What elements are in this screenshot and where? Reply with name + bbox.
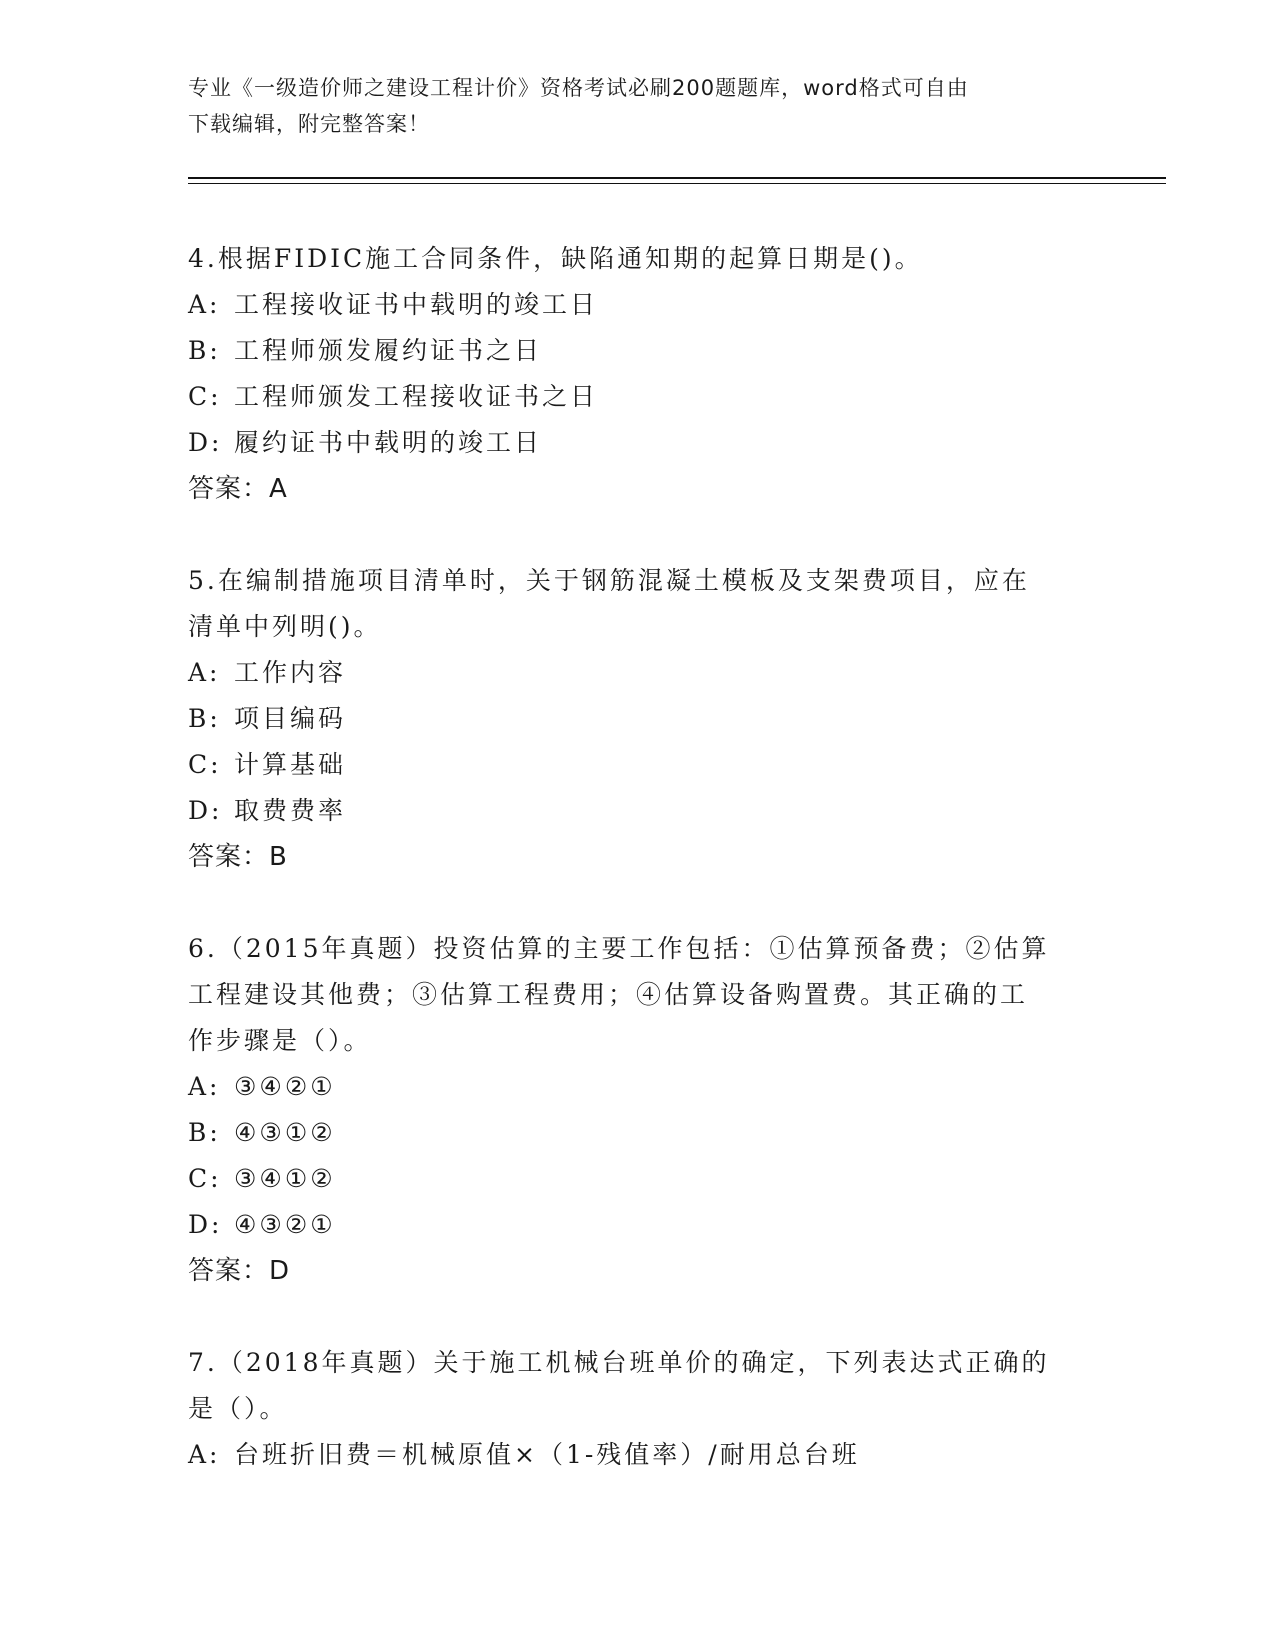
option-letter: C:	[188, 382, 222, 411]
option-letter: A:	[188, 658, 221, 687]
option-text: 取费费率	[234, 796, 347, 825]
option-text: ③④②①	[234, 1072, 336, 1101]
option-b[interactable]	[188, 1110, 1088, 1156]
question-4	[188, 236, 1088, 512]
header-divider-thick	[188, 177, 1166, 179]
option-letter: A:	[188, 290, 221, 319]
option-letter: B:	[188, 1118, 221, 1147]
option-a[interactable]	[188, 1432, 1088, 1478]
option-letter: C:	[188, 1164, 222, 1193]
header-divider-thin	[188, 183, 1166, 184]
option-c[interactable]	[188, 1156, 1088, 1202]
option-text: ④③②①	[234, 1210, 336, 1239]
answer-label: 答案：D	[188, 1256, 291, 1286]
option-text: ③④①②	[234, 1164, 336, 1193]
question-7	[188, 1340, 1088, 1478]
question-list	[188, 236, 1088, 1524]
option-d[interactable]	[188, 788, 1088, 834]
option-text: 工程接收证书中载明的竣工日	[234, 290, 599, 319]
question-stem: 清单中列明()。	[188, 612, 382, 641]
option-text: 工作内容	[234, 658, 347, 687]
document-header	[188, 70, 1068, 142]
answer-label: 答案：B	[188, 842, 288, 872]
answer-label: 答案：A	[188, 474, 288, 504]
option-c[interactable]	[188, 374, 1088, 420]
option-text: 计算基础	[234, 750, 347, 779]
question-5	[188, 558, 1088, 880]
option-b[interactable]	[188, 328, 1088, 374]
option-text: 工程师颁发工程接收证书之日	[234, 382, 599, 411]
option-letter: D:	[188, 1210, 223, 1239]
option-letter: C:	[188, 750, 222, 779]
option-text: 台班折旧费＝机械原值×（1-残值率）/耐用总台班	[234, 1440, 860, 1469]
option-a[interactable]	[188, 1064, 1088, 1110]
option-letter: D:	[188, 428, 223, 457]
option-letter: A:	[188, 1072, 221, 1101]
question-stem: 工程建设其他费；③估算工程费用；④估算设备购置费。其正确的工	[188, 980, 1029, 1009]
question-stem: 是（）。	[188, 1394, 288, 1423]
header-line-2: 下载编辑，附完整答案！	[188, 112, 430, 136]
option-text: ④③①②	[234, 1118, 336, 1147]
option-text: 履约证书中载明的竣工日	[234, 428, 543, 457]
question-6	[188, 926, 1088, 1294]
option-a[interactable]	[188, 650, 1088, 696]
question-stem: 6.（2015年真题）投资估算的主要工作包括：①估算预备费；②估算	[188, 934, 1050, 963]
header-line-1: 专业《一级造价师之建设工程计价》资格考试必刷200题题库，word格式可自由	[188, 76, 969, 100]
option-text: 项目编码	[234, 704, 347, 733]
option-c[interactable]	[188, 742, 1088, 788]
option-letter: B:	[188, 704, 221, 733]
option-d[interactable]	[188, 1202, 1088, 1248]
option-a[interactable]	[188, 282, 1088, 328]
option-d[interactable]	[188, 420, 1088, 466]
question-stem: 4.根据FIDIC施工合同条件，缺陷通知期的起算日期是()。	[188, 244, 923, 273]
option-letter: A:	[188, 1440, 221, 1469]
option-letter: D:	[188, 796, 223, 825]
question-stem: 7.（2018年真题）关于施工机械台班单价的确定，下列表达式正确的	[188, 1348, 1050, 1377]
option-b[interactable]	[188, 696, 1088, 742]
question-stem: 5.在编制措施项目清单时，关于钢筋混凝土模板及支架费项目，应在	[188, 566, 1030, 595]
question-stem: 作步骤是（）。	[188, 1026, 372, 1055]
option-letter: B:	[188, 336, 221, 365]
option-text: 工程师颁发履约证书之日	[234, 336, 543, 365]
